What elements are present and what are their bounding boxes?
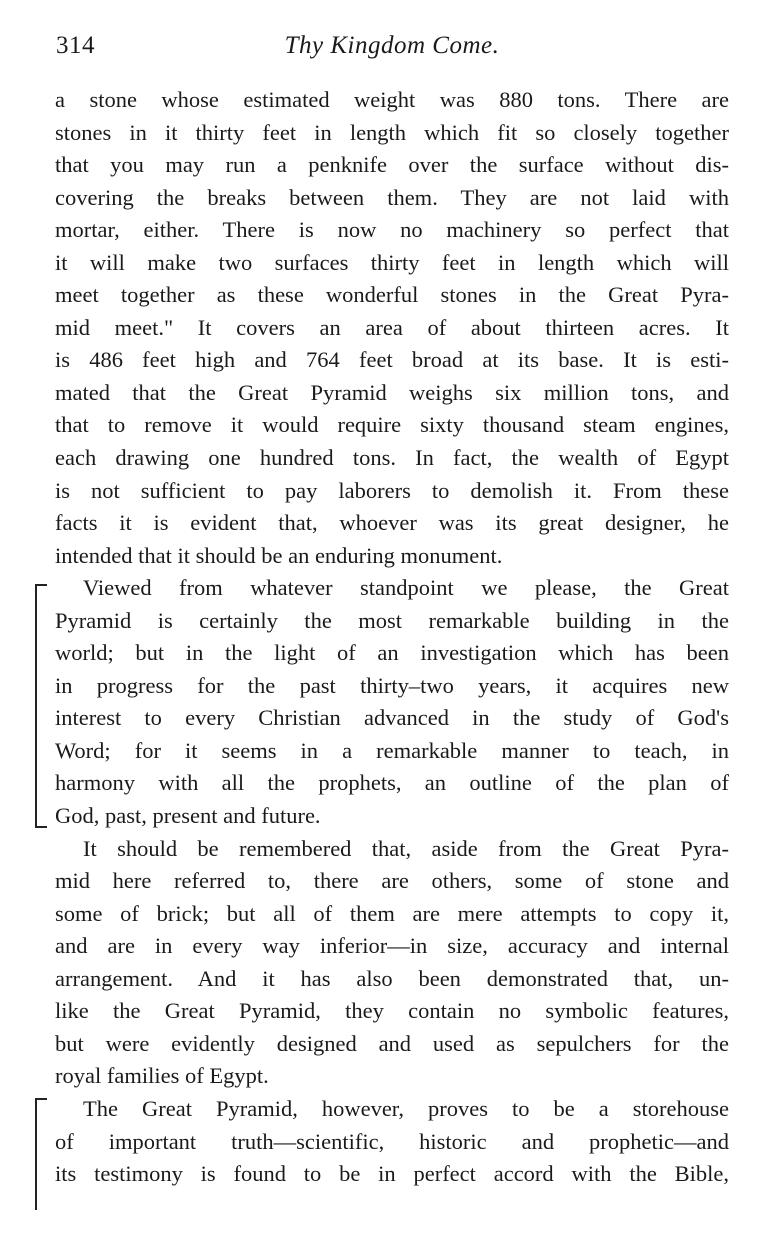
body-text <box>55 84 729 1191</box>
text-line: Word; for it seems in a remarkable manner to teach, in <box>55 737 729 763</box>
running-title: Thy Kingdom Come. <box>284 32 500 59</box>
paragraph <box>55 833 729 1093</box>
text-line: like the Great Pyramid, they contain no symbolic features, <box>55 998 729 1024</box>
text-line: mated that the Great Pyramid weighs six million tons, and <box>55 379 729 405</box>
text-line: world; but in the light of an investigation which has been <box>55 640 729 666</box>
page-header <box>56 28 728 68</box>
text-line: it will make two surfaces thirty feet in length which will <box>55 249 729 275</box>
text-line: royal families of Egypt. <box>55 1063 269 1089</box>
text-line: of important truth—scientific, historic and prophetic—and <box>55 1128 729 1154</box>
text-line: but were evidently designed and used as sepulchers for the <box>55 1030 729 1056</box>
text-line: some of brick; but all of them are mere attempts to copy it, <box>55 900 729 926</box>
text-line: meet together as these wonderful stones in the Great Pyra- <box>55 282 729 308</box>
text-line: that to remove it would require sixty thousand steam engines, <box>55 412 729 438</box>
text-line: mid here referred to, there are others, some of stone and <box>55 868 729 894</box>
text-line: mortar, either. There is now no machinery so perfect that <box>55 217 729 243</box>
text-line: covering the breaks between them. They are not laid with <box>55 184 729 210</box>
text-line: is 486 feet high and 764 feet broad at its base. It is esti- <box>55 347 729 373</box>
text-line: intended that it should be an enduring monument. <box>55 542 503 568</box>
text-line: God, past, present and future. <box>55 803 321 829</box>
text-line: The Great Pyramid, however, proves to be a storehouse <box>83 1095 729 1121</box>
text-line: arrangement. And it has also been demonstrated that, un- <box>55 965 729 991</box>
text-line: interest to every Christian advanced in the study of God's <box>55 705 729 731</box>
text-line: is not sufficient to pay laborers to demolish it. From these <box>55 477 729 503</box>
paragraph <box>55 572 729 832</box>
text-line: Viewed from whatever standpoint we please, the Great <box>83 575 729 601</box>
text-line: a stone whose estimated weight was 880 tons. There are <box>55 87 729 112</box>
text-line: Pyramid is certainly the most remarkable building in the <box>55 607 729 633</box>
margin-bracket <box>35 1098 47 1210</box>
text-line: that you may run a penknife over the surface without dis- <box>55 152 729 178</box>
text-line: in progress for the past thirty–two years, it acquires new <box>55 672 729 698</box>
text-line: facts it is evident that, whoever was its great designer, he <box>55 510 729 536</box>
text-line: and are in every way inferior—in size, accuracy and internal <box>55 933 729 959</box>
text-line: mid meet." It covers an area of about thirteen acres. It <box>55 314 729 340</box>
paragraph <box>55 1093 729 1191</box>
paragraph <box>55 84 729 572</box>
text-line: its testimony is found to be in perfect accord with the Bible, <box>55 1161 729 1187</box>
margin-bracket <box>35 584 47 828</box>
page-number: 314 <box>56 32 95 59</box>
text-line: stones in it thirty feet in length which fit so closely together <box>55 119 729 145</box>
text-line: It should be remembered that, aside from the Great Pyra- <box>83 835 729 861</box>
text-line: each drawing one hundred tons. In fact, the wealth of Egypt <box>55 445 729 471</box>
text-line: harmony with all the prophets, an outline of the plan of <box>55 770 729 796</box>
